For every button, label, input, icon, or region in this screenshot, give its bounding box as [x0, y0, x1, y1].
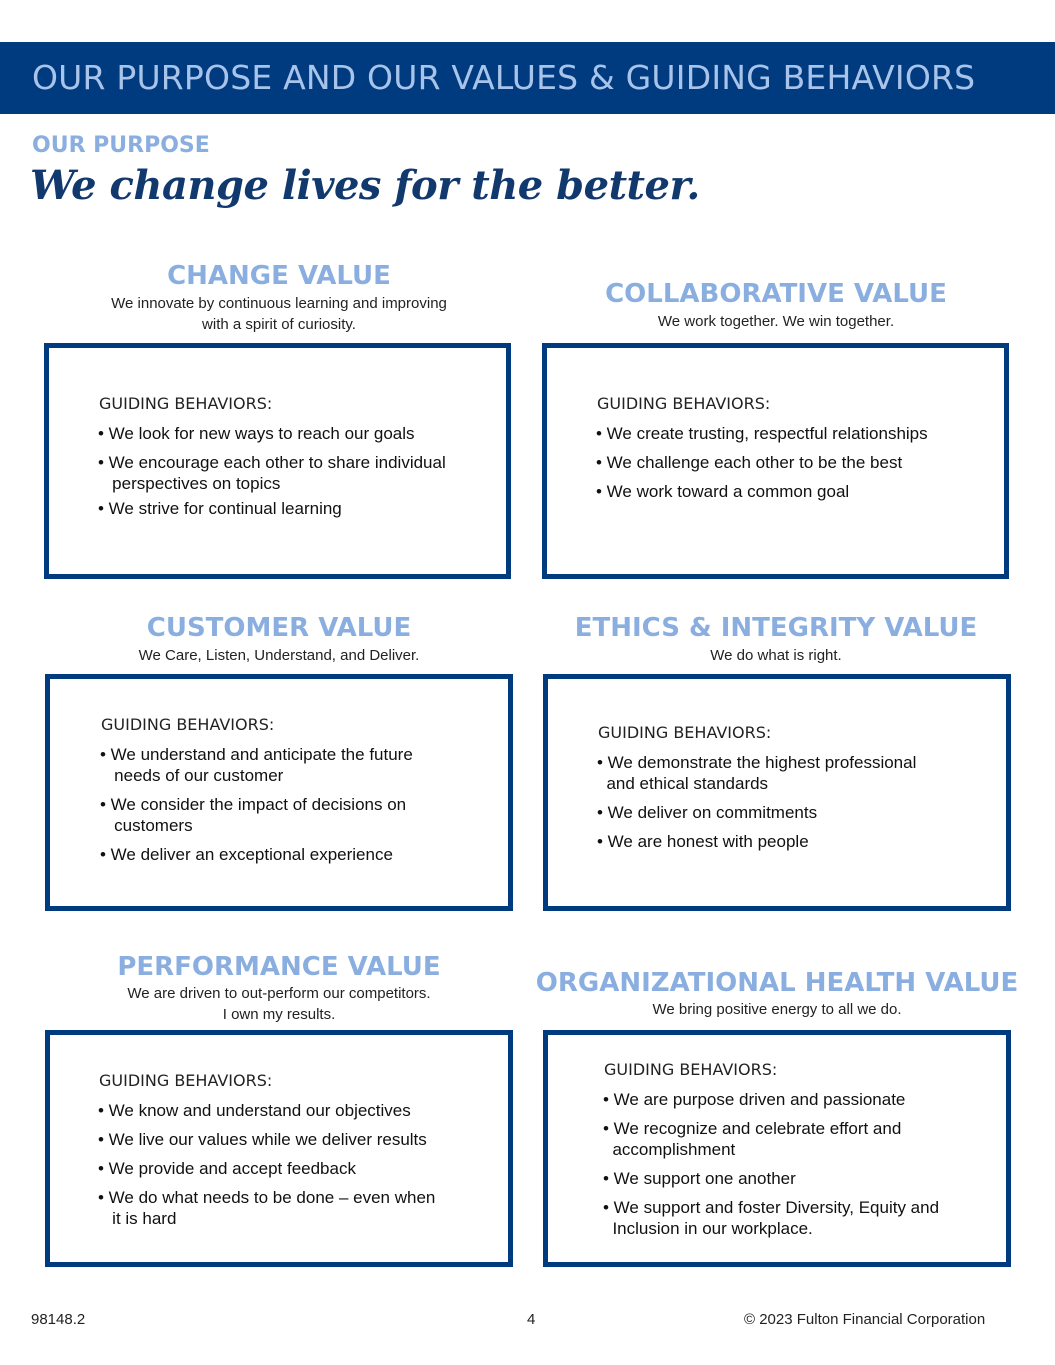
value-title-organizational-health: ORGANIZATIONAL HEALTH VALUE	[535, 968, 1019, 998]
header-banner	[0, 42, 1055, 114]
behavior-item: • We do what needs to be done – even when it is hard	[98, 1188, 436, 1228]
tagline-line: I own my results.	[222, 1006, 336, 1023]
tagline-line: We are driven to out-perform our competitors.	[127, 985, 431, 1002]
guiding-behaviors-label: GUIDING BEHAVIORS:	[598, 723, 772, 742]
value-tagline-change	[111, 293, 447, 335]
behaviors-list-organizational-health	[603, 1089, 939, 1247]
tagline-line: We do what is right.	[710, 647, 842, 664]
behavior-item: • We recognize and celebrate effort and accomplishment	[603, 1119, 902, 1159]
behavior-item: • We consider the impact of decisions on customers	[100, 795, 407, 835]
page-title: OUR PURPOSE AND OUR VALUES & GUIDING BEHAVIORS	[32, 58, 976, 97]
tagline-line: with a spirit of curiosity.	[202, 316, 356, 333]
behavior-item: • We understand and anticipate the future needs of our customer	[100, 745, 413, 785]
behavior-item: • We are honest with people	[597, 832, 809, 851]
behavior-item: • We create trusting, respectful relationships	[596, 424, 928, 443]
behavior-item: • We deliver on commitments	[597, 803, 818, 822]
behavior-item: • We work toward a common goal	[596, 482, 850, 501]
value-title-collaborative: COLLABORATIVE VALUE	[605, 279, 947, 309]
behavior-item: • We are purpose driven and passionate	[603, 1090, 906, 1109]
behavior-item: • We deliver an exceptional experience	[100, 845, 393, 864]
value-title-customer: CUSTOMER VALUE	[146, 613, 412, 643]
value-tagline-organizational-health	[652, 999, 901, 1020]
behavior-item: • We look for new ways to reach our goals	[98, 424, 415, 443]
value-tagline-collaborative	[658, 311, 894, 332]
behaviors-list-performance	[98, 1100, 435, 1237]
guiding-behaviors-label: GUIDING BEHAVIORS:	[604, 1060, 778, 1079]
behaviors-list-customer	[100, 744, 413, 873]
behavior-item: • We support and foster Diversity, Equity and Inclusion in our workplace.	[603, 1198, 940, 1238]
behavior-item: • We demonstrate the highest professional and ethical standards	[597, 753, 917, 793]
document-code: 98148.2	[31, 1311, 86, 1328]
behavior-item: • We provide and accept feedback	[98, 1159, 356, 1178]
value-title-performance: PERFORMANCE VALUE	[117, 952, 441, 982]
behaviors-list-collaborative	[596, 423, 928, 510]
value-title-change: CHANGE VALUE	[167, 261, 391, 291]
value-tagline-performance	[127, 983, 430, 1025]
value-title-ethics-integrity: ETHICS & INTEGRITY VALUE	[574, 613, 978, 643]
guiding-behaviors-label: GUIDING BEHAVIORS:	[101, 715, 275, 734]
behavior-item: • We strive for continual learning	[98, 499, 342, 518]
value-tagline-ethics-integrity	[710, 645, 841, 666]
guiding-behaviors-label: GUIDING BEHAVIORS:	[597, 394, 771, 413]
copyright: © 2023 Fulton Financial Corporation	[744, 1311, 986, 1328]
behaviors-list-ethics-integrity	[597, 752, 916, 860]
behaviors-list-change	[98, 423, 446, 527]
tagline-line: We work together. We win together.	[657, 313, 895, 330]
behavior-item: • We support one another	[603, 1169, 796, 1188]
purpose-label: OUR PURPOSE	[32, 133, 210, 158]
behavior-item: • We know and understand our objectives	[98, 1101, 411, 1120]
behavior-item: • We encourage each other to share individual perspectives on topics	[98, 453, 446, 493]
guiding-behaviors-label: GUIDING BEHAVIORS:	[99, 394, 273, 413]
behavior-item: • We live our values while we deliver results	[98, 1130, 427, 1149]
guiding-behaviors-label: GUIDING BEHAVIORS:	[99, 1071, 273, 1090]
tagline-line: We bring positive energy to all we do.	[652, 1001, 902, 1018]
page-number: 4	[527, 1311, 536, 1328]
value-tagline-customer	[139, 645, 420, 666]
purpose-statement: We change lives for the better.	[30, 162, 700, 209]
tagline-line: We innovate by continuous learning and improving	[111, 295, 447, 312]
behavior-item: • We challenge each other to be the best	[596, 453, 903, 472]
tagline-line: We Care, Listen, Understand, and Deliver.	[138, 647, 420, 664]
